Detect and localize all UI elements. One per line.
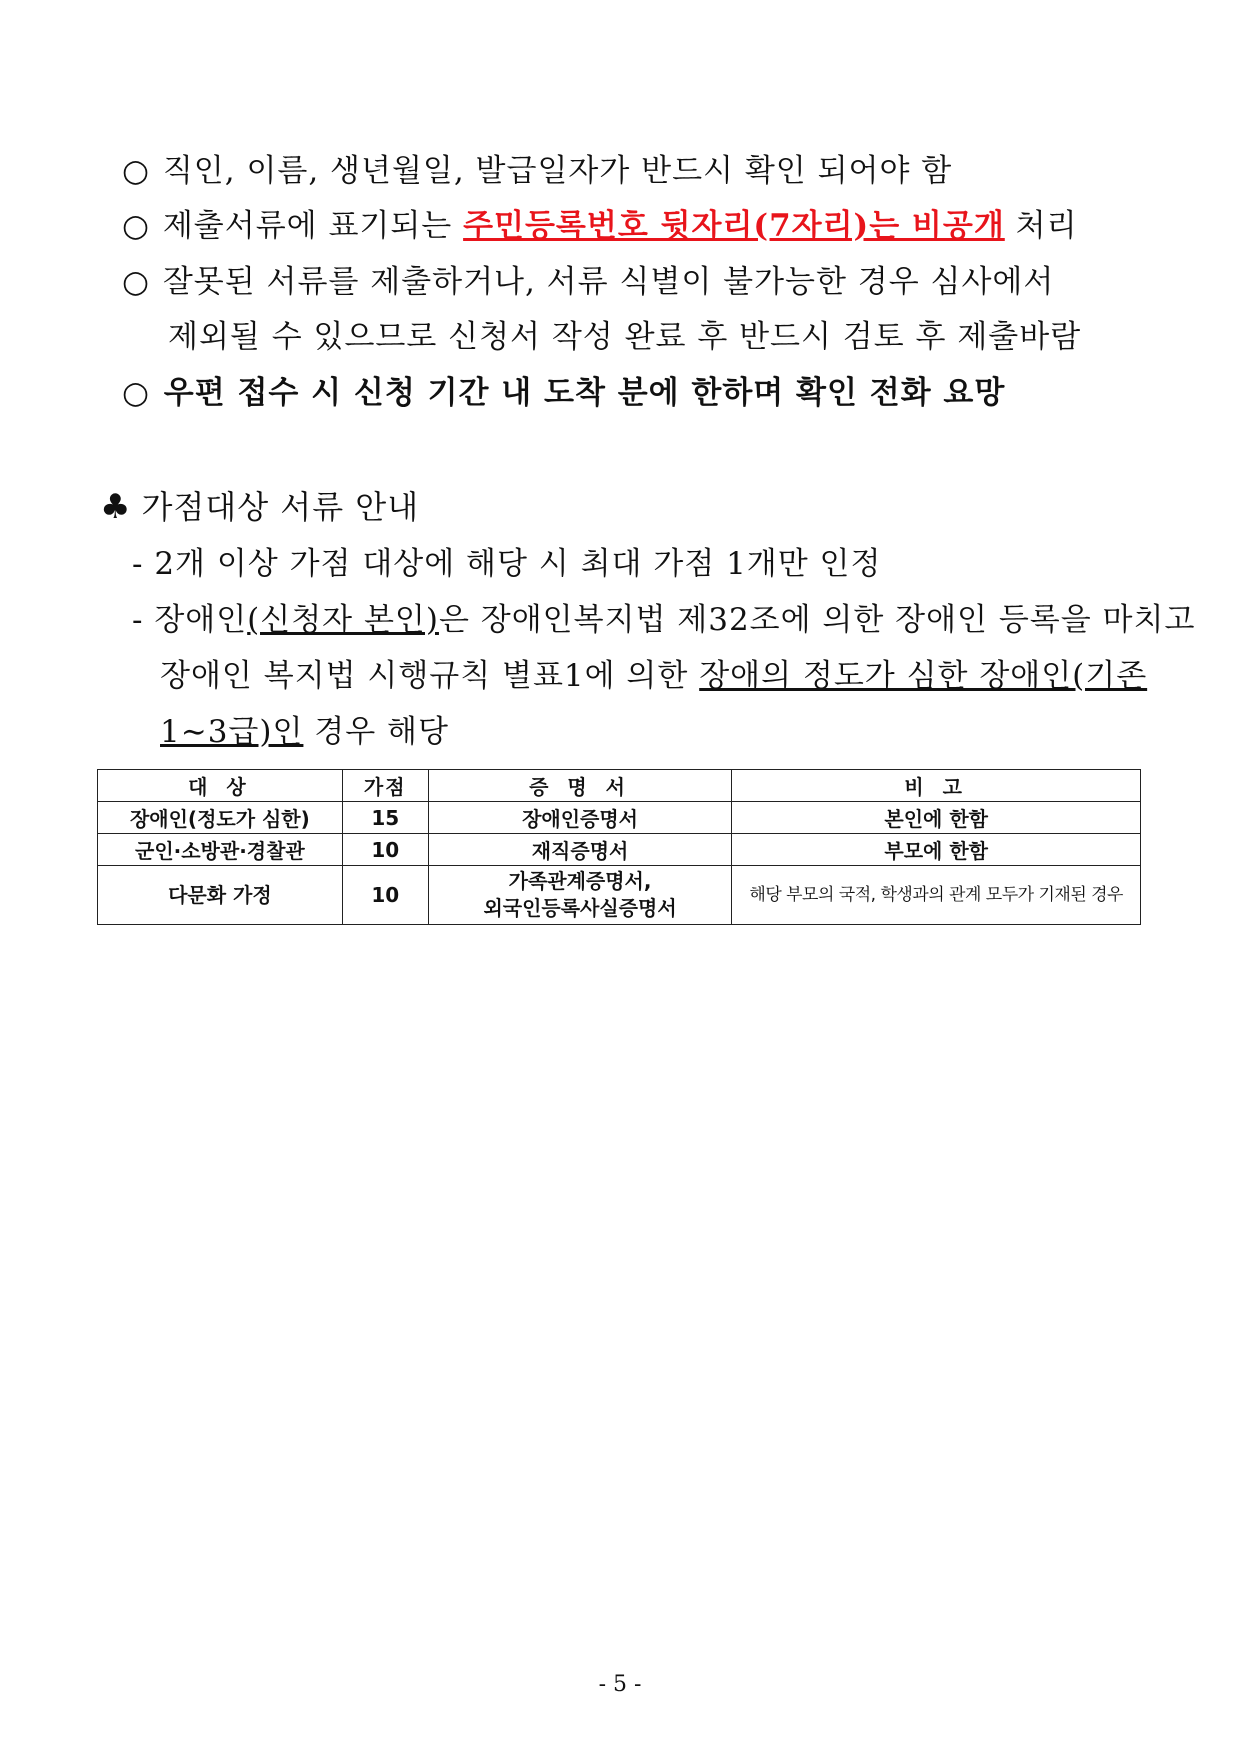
cell-target: 다문화 가정 bbox=[98, 866, 343, 925]
header-document: 증 명 서 bbox=[428, 770, 732, 802]
dash2-underline-2: 장애의 정도가 심한 장애인(기존 bbox=[699, 658, 1148, 694]
cell-points: 10 bbox=[342, 834, 428, 866]
note-text-2-post: 처리 bbox=[1004, 208, 1078, 244]
cell-points: 10 bbox=[342, 866, 428, 925]
cell-note: 부모에 한함 bbox=[732, 834, 1141, 866]
note-text-3b: 제외될 수 있으므로 신청서 작성 완료 후 반드시 검토 후 제출바람 bbox=[168, 319, 1082, 355]
dash-line-1: - 2개 이상 가점 대상에 해당 시 최대 가점 1개만 인정 bbox=[132, 546, 882, 582]
bonus-documents-table bbox=[97, 769, 1141, 925]
section-heading bbox=[100, 482, 419, 528]
note-text-1: 직인, 이름, 생년월일, 발급일자가 반드시 확인 되어야 함 bbox=[162, 153, 953, 189]
circle-bullet-icon: ○ bbox=[122, 264, 151, 300]
dash2-underline-3: 1∼3급)인 bbox=[160, 714, 304, 750]
page-number: - 5 - bbox=[598, 1672, 642, 1697]
cell-document-line1: 가족관계증명서, bbox=[508, 869, 652, 893]
cell-document-line2: 외국인등록사실증명서 bbox=[483, 896, 677, 920]
note-text-4: 우편 접수 시 신청 기간 내 도착 분에 한하며 확인 전화 요망 bbox=[163, 375, 1006, 411]
cell-target: 군인·소방관·경찰관 bbox=[98, 834, 343, 866]
dash-line-2-cont bbox=[160, 650, 1147, 695]
dash2-underline: (신청자 본인) bbox=[247, 602, 439, 638]
note-text-3a: 잘못된 서류를 제출하거나, 서류 식별이 불가능한 경우 심사에서 bbox=[162, 264, 1055, 300]
note-line-1 bbox=[122, 145, 952, 190]
header-note: 비 고 bbox=[732, 770, 1141, 802]
club-icon: ♣ bbox=[100, 487, 132, 527]
table-header-row bbox=[98, 770, 1141, 802]
cell-note: 해당 부모의 국적, 학생과의 관계 모두가 기재된 경우 bbox=[732, 866, 1141, 925]
dash-line-2-cont2 bbox=[160, 706, 449, 751]
dash2-d: 경우 해당 bbox=[303, 714, 449, 750]
cell-target: 장애인(정도가 심한) bbox=[98, 802, 343, 834]
cell-document bbox=[428, 866, 732, 925]
cell-document: 재직증명서 bbox=[428, 834, 732, 866]
table-row bbox=[98, 834, 1141, 866]
dash2-a: - 장애인 bbox=[132, 602, 248, 638]
cell-document: 장애인증명서 bbox=[428, 802, 732, 834]
dash2-c: 장애인 복지법 시행규칙 별표1에 의한 bbox=[160, 658, 700, 694]
note-text-2-pre: 제출서류에 표기되는 bbox=[162, 208, 464, 244]
note-text-2-highlight: 주민등록번호 뒷자리(7자리)는 비공개 bbox=[463, 208, 1005, 244]
table-row bbox=[98, 802, 1141, 834]
circle-bullet-icon: ○ bbox=[122, 208, 151, 244]
header-target: 대 상 bbox=[98, 770, 343, 802]
cell-note: 본인에 한함 bbox=[732, 802, 1141, 834]
note-line-3 bbox=[122, 256, 1054, 301]
dash-line-2 bbox=[132, 594, 1195, 639]
circle-bullet-icon: ○ bbox=[122, 375, 151, 411]
dash2-b: 은 장애인복지법 제32조에 의한 장애인 등록을 마치고 bbox=[438, 602, 1196, 638]
section-title: 가점대상 서류 안내 bbox=[141, 488, 420, 526]
table-row bbox=[98, 866, 1141, 925]
note-line-4 bbox=[122, 367, 1005, 412]
cell-points: 15 bbox=[342, 802, 428, 834]
header-points: 가점 bbox=[342, 770, 428, 802]
circle-bullet-icon: ○ bbox=[122, 153, 151, 189]
note-line-2 bbox=[122, 200, 1078, 245]
